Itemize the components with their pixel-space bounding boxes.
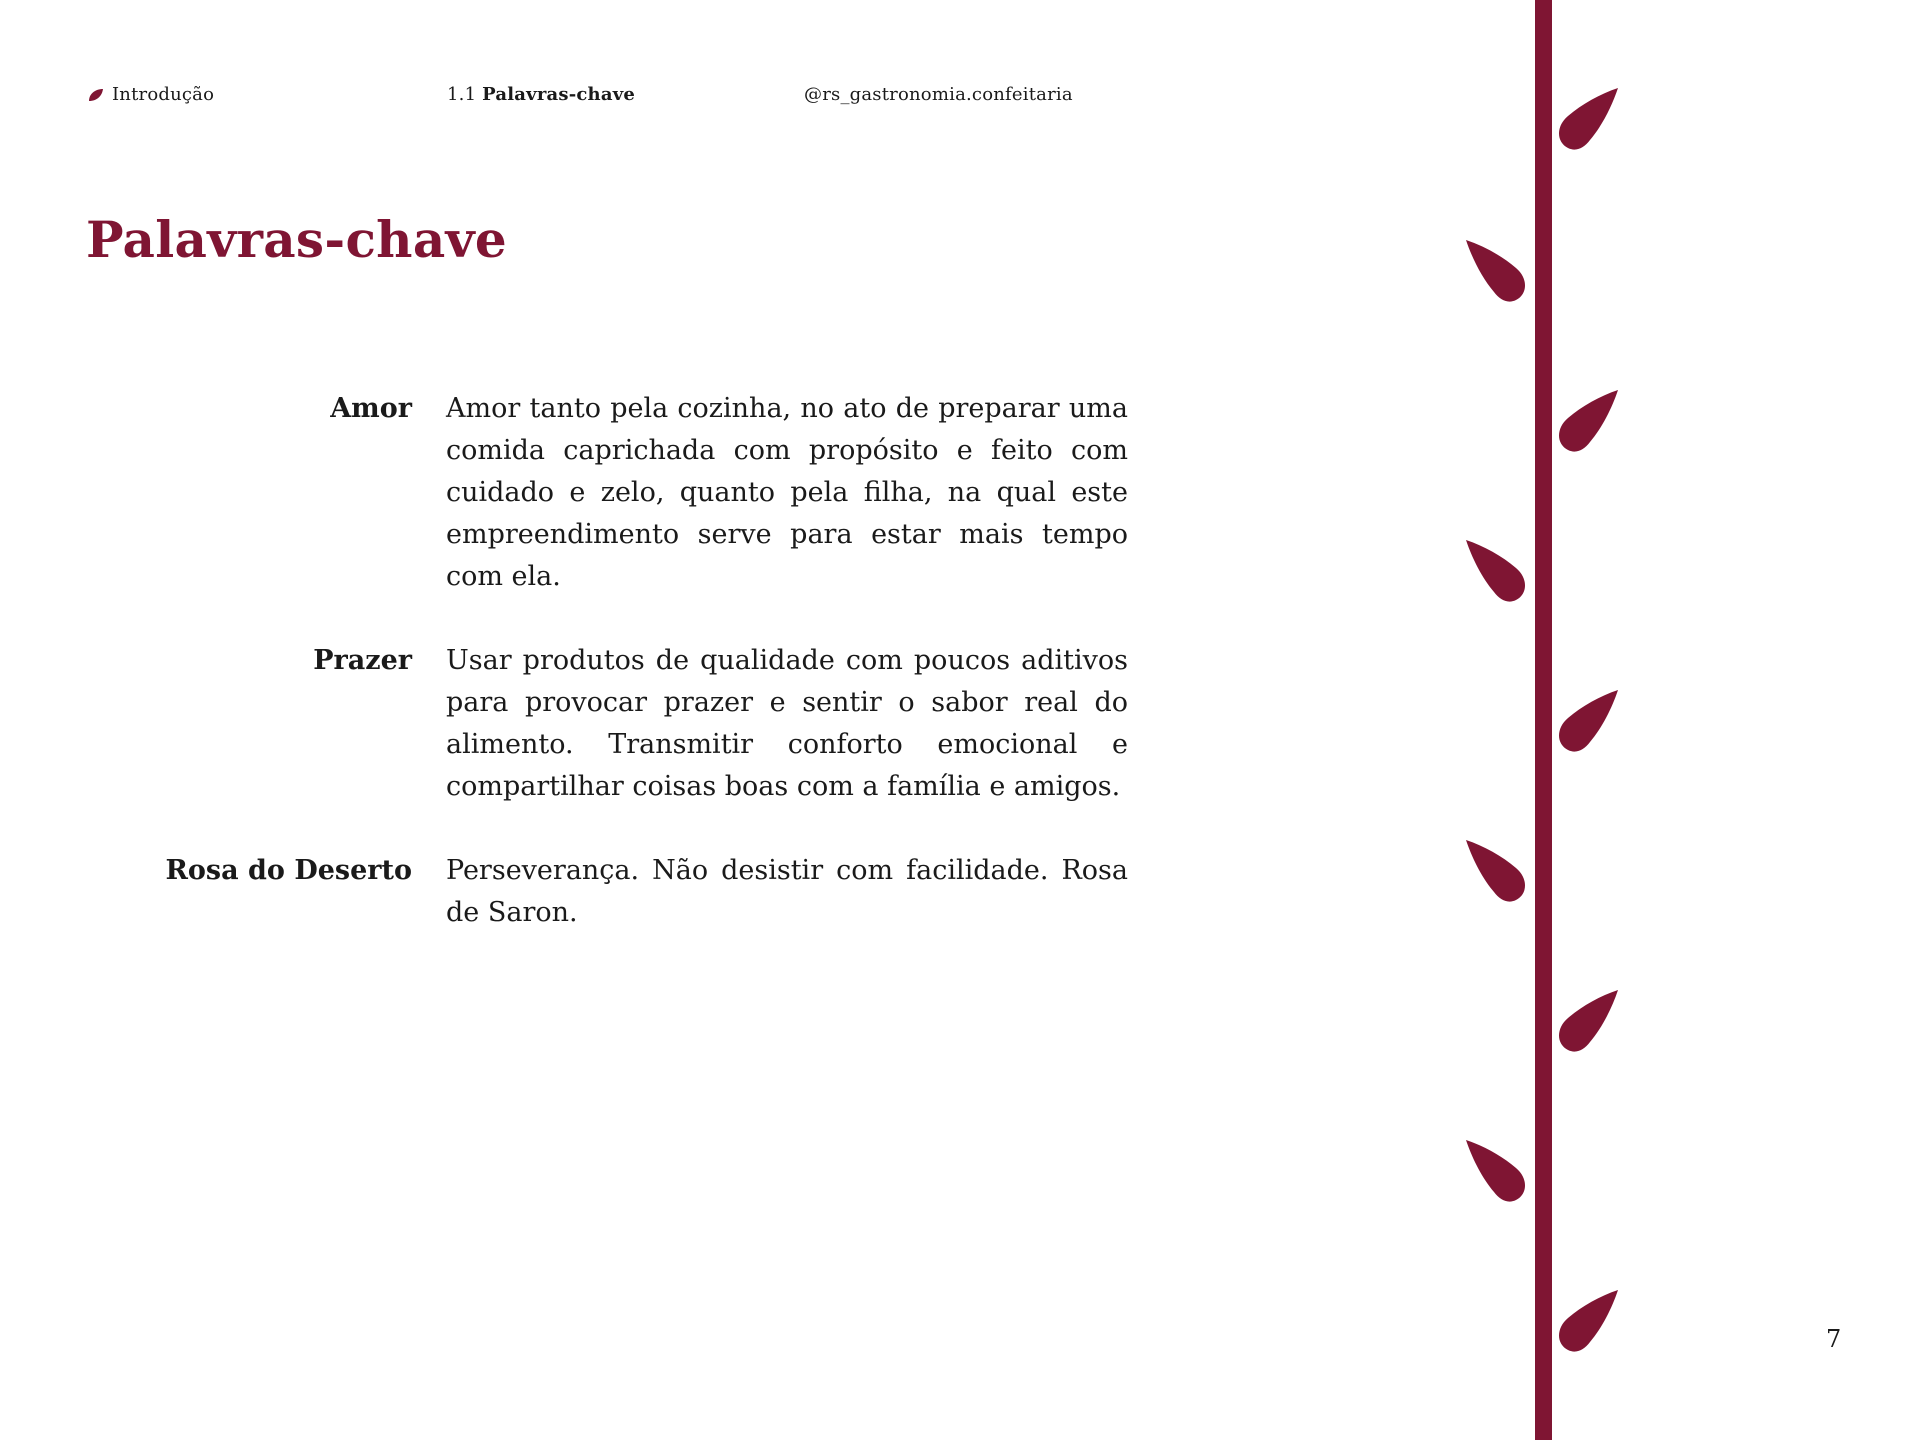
- leaf-icon: [1552, 388, 1622, 458]
- keyword-definition: Amor tanto pela cozinha, no ato de preparar uma comida caprichada com propósito e feito com cuidado e zelo, quanto pela filha, na qual este empreendimento serve para estar mais tempo com ela.: [446, 393, 1128, 592]
- leaf-icon: [1552, 1288, 1622, 1358]
- leaf-icon: [1552, 988, 1622, 1058]
- keyword-entry: [0, 640, 1150, 808]
- keyword-term: Rosa do Deserto: [165, 855, 412, 886]
- header-handle: @rs_gastronomia.confeitaria: [804, 84, 1073, 105]
- keyword-term: Amor: [330, 393, 412, 424]
- keyword-entry: [0, 850, 1150, 934]
- leaf-icon: [1462, 238, 1532, 308]
- keyword-term: Prazer: [313, 645, 412, 676]
- header-section: [88, 84, 214, 105]
- keyword-definition: Usar produtos de qualidade com poucos aditivos para provocar prazer e sentir o sabor real do alimento. Transmitir conforto emocional e compartilhar coisas boas com a família e amigos.: [446, 645, 1128, 802]
- header-chapter-title: Palavras-chave: [482, 84, 636, 105]
- header-chapter-number: 1.1: [447, 84, 477, 105]
- header-chapter: [447, 84, 635, 105]
- leaf-icon: [1552, 86, 1622, 156]
- leaf-icon: [88, 88, 104, 102]
- leaf-icon: [1462, 538, 1532, 608]
- page-number: 7: [1826, 1325, 1842, 1353]
- header-section-label: Introdução: [112, 84, 215, 105]
- page-title: Palavras-chave: [86, 210, 507, 269]
- keyword-list: [0, 388, 1150, 976]
- vine-stem: [1535, 0, 1552, 1440]
- leaf-icon: [1552, 688, 1622, 758]
- leaf-icon: [1462, 838, 1532, 908]
- keyword-entry: [0, 388, 1150, 598]
- keyword-definition: Perseverança. Não desistir com facilidade. Rosa de Saron.: [446, 855, 1128, 928]
- leaf-icon: [1462, 1138, 1532, 1208]
